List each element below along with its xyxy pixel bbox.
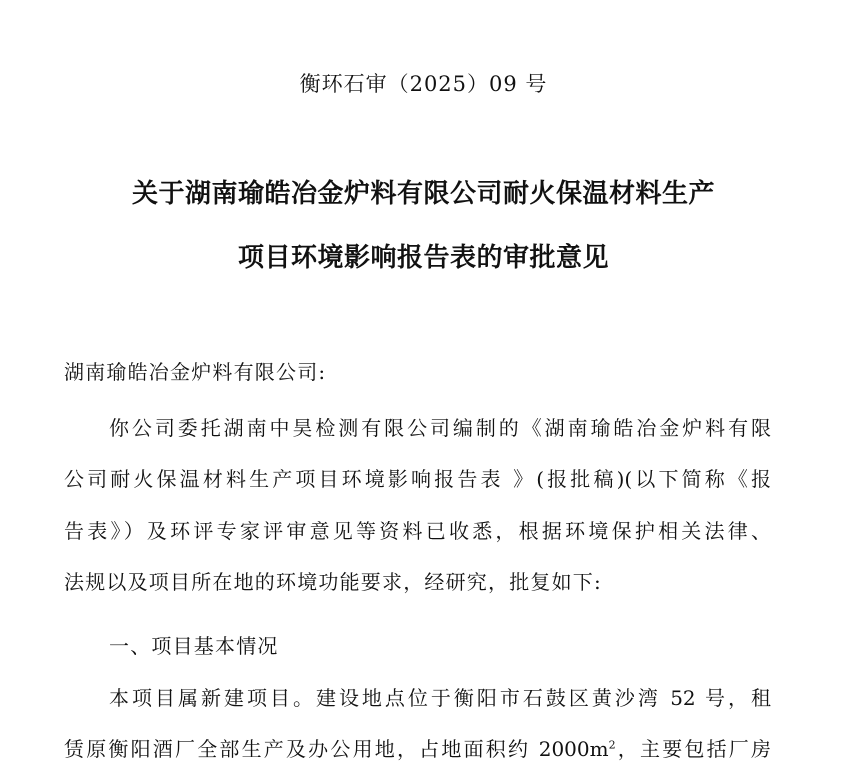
paragraph-2-line-1: 本项目属新建项目。建设地点位于衡阳市石鼓区黄沙湾 52 号，租 [109,686,771,710]
salutation: 湖南瑜皓冶金炉料有限公司: [64,360,327,384]
paragraph-1-line-1: 你公司委托湖南中昊检测有限公司编制的《湖南瑜皓冶金炉料有限 [109,416,771,440]
document-number: 衡环石审（2025）09 号 [299,72,548,96]
square-superscript: 2 [608,738,616,752]
section-1-heading: 一、项目基本情况 [109,634,279,658]
document-title-line-2: 项目环境影响报告表的审批意见 [237,243,609,273]
paragraph-2-line-2 [64,734,771,764]
document-title-line-1: 关于湖南瑜皓冶金炉料有限公司耐火保温材料生产 [131,179,715,209]
paragraph-1-line-3: 告表》）及环评专家评审意见等资料已收悉，根据环境保护相关法律、 [64,519,771,543]
paragraph-2-line-2-tail: ，主要包括厂房 [615,737,772,761]
paragraph-2-line-2-main: 赁原衡阳酒厂全部生产及办公用地，占地面积约 2000m [64,737,609,761]
paragraph-1-line-2: 公司耐火保温材料生产项目环境影响报告表 》(报批稿)(以下简称《报 [64,467,771,491]
paragraph-1-line-4: 法规以及项目所在地的环境功能要求，经研究，批复如下: [64,570,602,594]
